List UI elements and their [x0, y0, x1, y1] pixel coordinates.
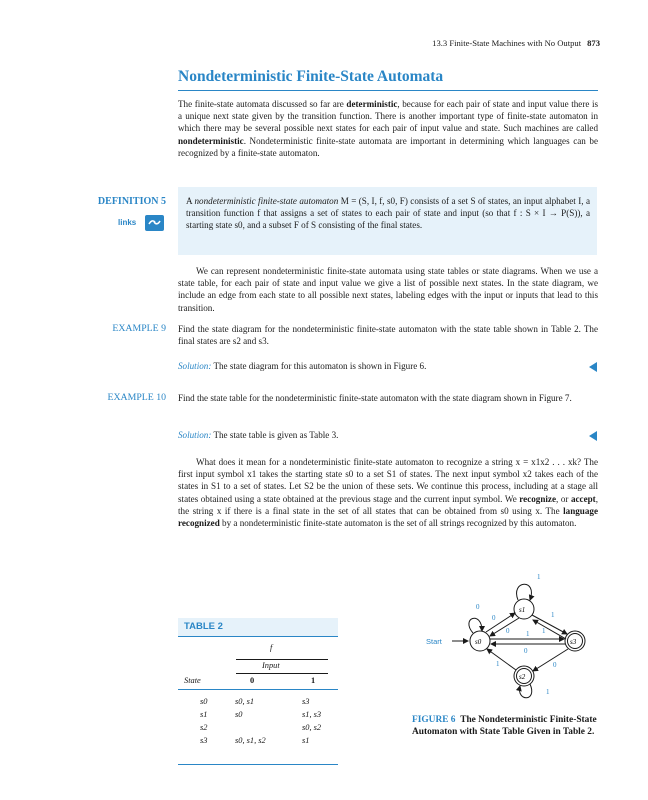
table-cell: s0, s1 — [235, 697, 255, 706]
links-icon[interactable] — [145, 215, 164, 231]
table-f-header: f — [270, 643, 273, 652]
end-of-solution-icon — [589, 431, 597, 441]
running-header — [380, 38, 600, 48]
figure-6-diagram — [420, 570, 600, 705]
edge-s1-loop — [517, 584, 532, 600]
example-9-label: EXAMPLE 9 — [112, 323, 166, 334]
intro-text-3: . Nondeterministic finite-state automata are important in determining which languages can be recognized by a finite-state automaton. — [178, 135, 598, 158]
edge-label: 1 — [496, 660, 500, 668]
table-cell: s2 — [200, 723, 208, 732]
state-s0-label: s0 — [475, 638, 482, 646]
edge-label: 1 — [546, 688, 550, 696]
intro-text-2: , because for each pair of state and input value there is a unique next state given by the transition function. There is another important type of finite-state automaton in which there may be several possible next states for each pair of input value and state. Such machines are called — [178, 99, 599, 134]
example-9-solution — [178, 361, 426, 371]
links-label[interactable]: links — [118, 218, 137, 227]
section-title-rule — [178, 90, 598, 91]
table-cell: s3 — [302, 697, 310, 706]
edge-label: 1 — [537, 573, 541, 581]
table-cell: s1, s3 — [302, 710, 322, 719]
definition-text — [186, 195, 590, 232]
solution-label: Solution: — [178, 430, 212, 440]
table-col-0: 0 — [250, 676, 255, 685]
edge-label: 1 — [551, 611, 555, 619]
table-cell: s0, s1, s2 — [235, 736, 266, 745]
definition-label: DEFINITION 5 — [97, 196, 166, 207]
recognition-text-3: , the string x if there is a final state in the set of all states that can be obtained from s0 using x. The — [178, 493, 598, 516]
table-body — [178, 637, 338, 764]
figure-6-caption — [412, 714, 602, 738]
table-title: TABLE 2 — [178, 618, 338, 636]
term-deterministic: deterministic — [346, 99, 398, 109]
state-s1-label: s1 — [519, 606, 526, 614]
recognition-text-2: , or — [556, 493, 571, 504]
table-cell: s1 — [200, 710, 208, 719]
state-s3-label: s3 — [570, 638, 577, 646]
state-s2-label: s2 — [519, 673, 526, 681]
figure-caption-text: The Nondeterministic Finite-State Automaton with State Table Given in Table 2. — [412, 715, 597, 737]
intro-text-1: The finite-state automata discussed so far are — [178, 99, 347, 109]
definition-term: nondeterministic finite-state automaton — [194, 196, 339, 206]
end-of-solution-icon — [589, 362, 597, 372]
recognition-text-1: What does it mean for a nondeterministic finite-state automaton to recognize a string x = x1x2 . . . xk? The first input symbol x1 takes the starting state s0 to a set S1 of states. The next input symbol x2 takes each of the states in S1 to a set of states. Let S2 be the union of these sets. We continue this process, including at a stage all states obtained using a state obtained at the previous stage and the current input symbol. We — [178, 457, 598, 504]
representation-paragraph: We can represent nondeterministic finite-state automata using state tables or state diagrams. When we use a state table, for each pair of state and input value we give a list of possible next states. In the state diagram, we include an edge from each state to all possible next states, labeling edges with the input or inputs that lead to this transition. — [178, 266, 598, 313]
example-9-text: Find the state diagram for the nondeterministic finite-state automaton with the state table shown in Table 2. The final states are s2 and s3. — [178, 324, 598, 347]
term-nondeterministic: nondeterministic — [178, 135, 244, 146]
edge-s3-s2 — [533, 649, 568, 671]
edge-label: 0 — [492, 614, 496, 622]
running-title: 13.3 Finite-State Machines with No Output — [432, 38, 582, 48]
table-cell: s3 — [200, 736, 208, 745]
edge-label: 1 — [526, 630, 530, 638]
recognition-text-4: by a nondeterministic finite-state automaton is the set of all strings recognized by this automaton. — [219, 518, 577, 529]
edge-s1-s3 — [532, 615, 567, 634]
solution-label: Solution: — [178, 361, 212, 371]
solution-text: The state diagram for this automaton is shown in Figure 6. — [213, 361, 427, 371]
intro-paragraph — [178, 98, 598, 159]
edge-label: 0 — [553, 661, 557, 669]
example-10-text: Find the state table for the nondeterministic finite-state automaton with the state diagram shown in Figure 7. — [178, 393, 572, 403]
recognition-paragraph — [178, 456, 598, 529]
table-2 — [178, 618, 338, 765]
section-title: Nondeterministic Finite-State Automata — [178, 68, 444, 85]
table-rule — [178, 764, 338, 765]
edge-label: 0 — [476, 603, 480, 611]
start-label: Start — [426, 637, 442, 646]
table-cell: s0 — [200, 697, 208, 706]
edge-label: 1 — [542, 627, 546, 635]
example-10-label: EXAMPLE 10 — [107, 392, 166, 403]
table-cell: s0 — [235, 710, 243, 719]
solution-text: The state table is given as Table 3. — [213, 430, 339, 440]
page-number: 873 — [587, 38, 600, 48]
table-rule — [236, 659, 328, 660]
table-cell: s0, s2 — [302, 723, 322, 732]
definition-text-1: A — [186, 196, 195, 206]
figure-number: FIGURE 6 — [412, 715, 456, 725]
example-10-solution — [178, 430, 338, 440]
edge-label: 0 — [506, 627, 510, 635]
table-col-1: 1 — [311, 676, 316, 685]
table-rule — [236, 673, 328, 674]
table-rule — [178, 689, 338, 690]
table-state-header: State — [184, 676, 201, 685]
edge-s3-s1 — [533, 620, 566, 639]
definition-text-2: M = (S, I, f, s0, F) consists of a set S of states, an input alphabet I, a transition function f that assigns a set of states to each pair of state and input (so that f : S × I → P(S)), a starting state s0, and a subset F of S consisting of the final states. — [186, 196, 590, 231]
table-input-header: Input — [262, 661, 280, 670]
edge-label: 0 — [524, 647, 528, 655]
term-language-recognized: language recognized — [178, 505, 598, 529]
term-accept: accept — [570, 493, 596, 504]
term-recognize: recognize — [519, 493, 556, 504]
edge-s2-s0 — [487, 649, 516, 670]
table-cell: s1 — [302, 736, 310, 745]
